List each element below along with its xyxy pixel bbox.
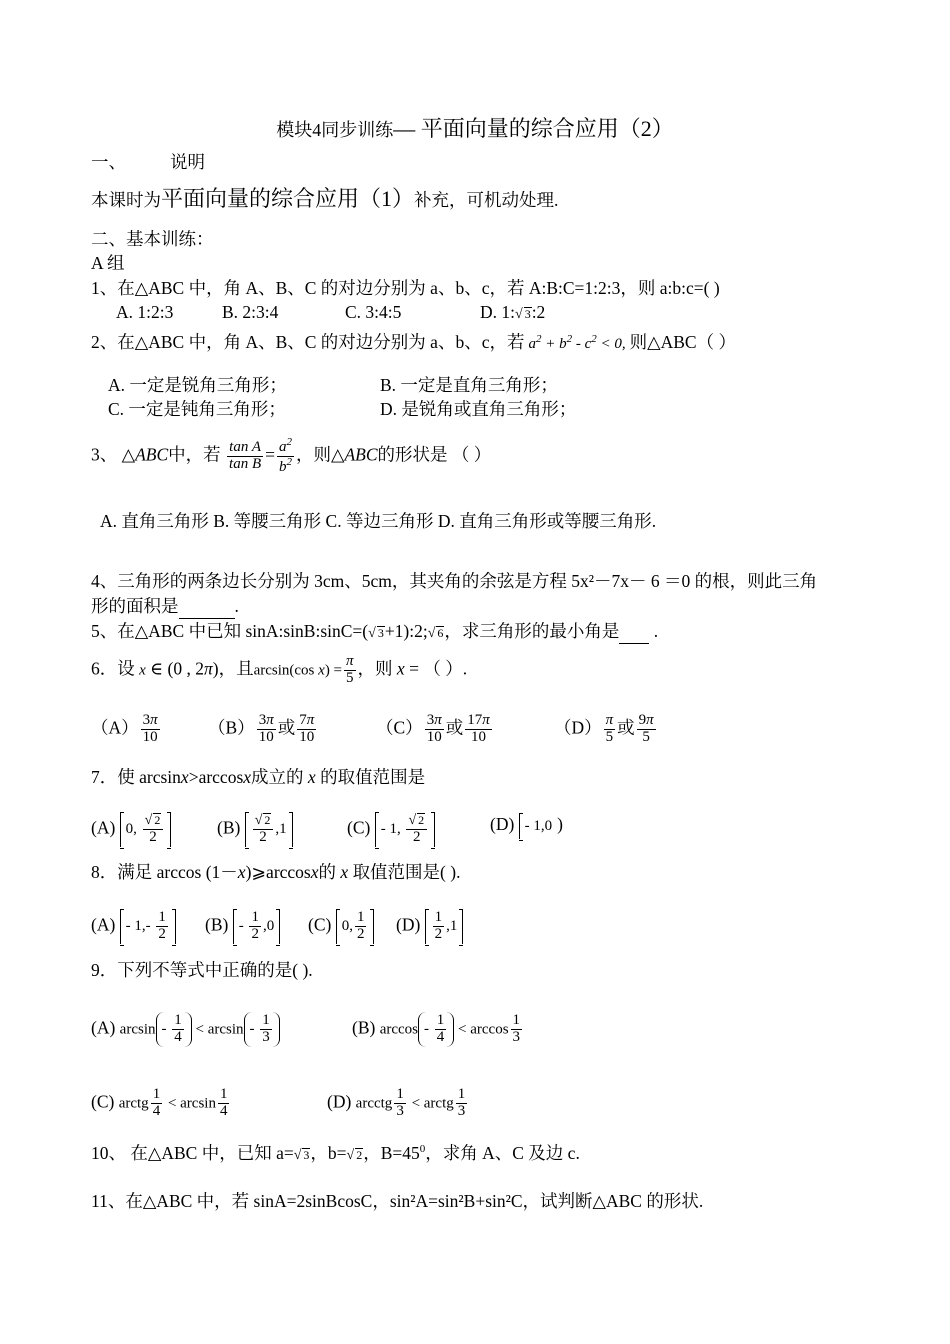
q3-tan-fraction: $\frac{\text{tan A}}{\text{tan B}}$ [229,439,262,472]
q2-text [91,327,736,356]
q7-b-label: (B) [217,817,241,838]
q6-c-label: （C） [376,717,423,738]
q1-option-d: D. 1:√ 3:2 [480,302,546,322]
q7-option-d: (D) - 1,0 ) [490,812,563,839]
q6-b-label: （B） [208,717,255,738]
q7-a-label: (A) [91,817,116,838]
q5-post: ，求三角形的最小角是 [444,621,620,641]
q3-mid: 中，若 [168,444,221,465]
q5-pre: 5、在△ABC 中已知 sinA:sinB:sinC=( [91,621,369,641]
intro-post: 补充，可机动处理. [414,190,559,210]
group-label: A 组 [91,253,125,273]
q7-mid: >arccos [188,767,244,787]
q6-option-c: （C） $\frac{3\pi}{10}$ 或 $\frac{17\pi}{10}$ [376,712,490,745]
section-1-label: 一、 [91,152,126,172]
q10-mid2: ，B=45 [363,1142,420,1163]
q8-a-label: (A) [91,914,116,935]
q2-option-b: B. 一定是直角三角形； [380,375,558,395]
q2-tail: 则△ABC（ ） [629,332,736,352]
q1-option-b: B. 2:3:4 [222,302,279,322]
q6-mid: ，且 [218,658,254,679]
q4-end: . [234,596,239,616]
q4-line2-text: 形的面积是 [91,596,179,616]
intro-big: 平面向量的综合应用（1） [161,186,415,211]
q1-text: 1、在△ABC 中，角 A、B、C 的对边分别为 a、b、c，若 A:B:C=1:2:3，则 a:b:c=( ) [91,278,720,298]
section-1-name: 说明 [170,152,205,172]
q6-post2: （ ）. [423,658,468,679]
q6-pre: 6．设 [91,658,135,679]
q5-end: . [649,621,659,641]
q6-d-or: 或 [617,717,635,738]
q10-mid1: ，b= [310,1142,347,1163]
q8-option-b: (B) - $\frac{1}{2}$ ,0 [205,909,280,944]
q5-text: 5、在△ABC 中已知 sinA:sinB:sinC=(√ 3+1):2;√ 6，求三角形的最小角是 . [91,619,658,646]
q2-inequality: $a^2 + b^2 - c^2 < 0$, [528,333,626,352]
q3-ab-fraction: $\frac{a^2}{b^2}$ [279,436,292,475]
q6-option-d: （D） $\frac{\pi}{5}$ 或 $\frac{9\pi}{5}$ [554,712,654,745]
q1-option-c: C. 3:4:5 [345,302,402,322]
q7-option-b: (B) $\frac{√ 2}{2}$ ,1 [217,812,293,847]
q8-option-a: (A) - 1,- $\frac{1}{2}$ [91,909,176,944]
q1-d-radicand: 3 [524,307,531,321]
q8-b-label: (B) [205,914,229,935]
q9-d-label: (D) [327,1091,352,1112]
q9-option-b: (B) arccos - $\frac{1}{4}$ < arccos $\frac{1}{3}$ [352,1012,521,1045]
intro-line [91,187,558,212]
q8-option-c: (C) 0, $\frac{1}{2}$ [308,909,374,944]
q1-d-pre: D. 1: [480,302,515,322]
q1-option-a: A. 1:2:3 [116,302,174,322]
q10-mid3: ，求角 A、C 及边 c. [425,1142,580,1163]
q5-mid: +1):2; [384,621,428,641]
q4-line2 [91,594,239,619]
q2-option-c: C. 一定是钝角三角形； [108,399,286,419]
q1-d-post: :2 [531,302,546,322]
q9-option-d: (D) arcctg $\frac{1}{3}$ < arctg $\frac{1}{3}$ [327,1086,466,1119]
q2-option-d: D. 是锐角或直角三角形； [380,399,577,419]
q10-pre: 10、 在△ABC 中，已知 a= [91,1142,294,1163]
q6-option-b: （B） $\frac{3\pi}{10}$ 或 $\frac{7\pi}{10}$ [208,712,315,745]
q4-line1: 4、三角形的两条边长分别为 3cm、5cm，其夹角的余弦是方程 5x²－7x－ 6 ＝0 的根，则此三角 [91,571,818,591]
q6-pi-fraction: $\frac{\pi}{5}$ [346,653,354,686]
q11-text: 11、在△ABC 中，若 sinA=2sinBcosC，sin²A=sin²B+sin²C，试判断△ABC 的形状. [91,1191,704,1211]
q8-option-d: (D) $\frac{1}{2}$ ,1 [396,909,463,944]
q6-a-label: （A） [91,717,139,738]
q9-c-label: (C) [91,1091,115,1112]
q3-abc-2: ABC [344,444,378,465]
q8-c-label: (C) [308,914,332,935]
q2-stem: 2、在△ABC 中，角 A、B、C 的对边分别为 a、b、c，若 [91,332,525,352]
q9-option-c: (C) arctg $\frac{1}{4}$ < arcsin $\frac{1}{4}$ [91,1086,228,1119]
q6-post: ，则 [357,658,393,679]
q10-text: 10、 在△ABC 中，已知 a=√ 3，b=√ 2，$B=45^0$，求角 A、C 及边 c. [91,1142,580,1163]
q6-text: 6．设 x ∈ (0 , 2π)，且arcsin(cos x) = $\frac{\pi}{5}$ ，则 x = （ ）. [91,653,468,686]
q3-abc: ABC [135,444,169,465]
q7-text: 7．使 arcsinx>arccosx成立的 x 的取值范围是 [91,767,426,787]
q7-option-c: (C) - 1, $\frac{√ 2}{2}$ [347,812,435,847]
q8-end: 取值范围是( ). [352,862,461,882]
q3-post: ，则△ [296,444,345,465]
q7-option-a: (A) 0, $\frac{√ 2}{2}$ [91,812,171,847]
q3-post2: 的形状是 （ ） [377,444,492,465]
q7-c-label: (C) [347,817,371,838]
section-2-heading: 二、基本训练： [91,229,214,249]
title-part1: 模块4同步训练 [276,120,394,140]
q5-answer-blank [619,619,649,644]
q4-answer-blank [179,594,235,619]
q9-a-label: (A) [91,1017,116,1038]
q8-d-label: (D) [396,914,421,935]
page-title [0,112,950,143]
q9-option-a: (A) arcsin - $\frac{1}{4}$ < arcsin - $\frac{1}{3}$ [91,1012,280,1047]
section-1-heading [91,150,205,174]
q3-pre: 3、 △ [91,444,136,465]
q8-text: 8．满足 arccos (1－x)⩾arccosx的 x 取值范围是( ). [91,862,461,882]
q3-text: 3、 △ABC中，若 $\frac{\text{tan A}}{\text{tan B}}$ = $\frac{a^2}{b^2}$ ，则△ABC的形状是 （ ） [91,436,492,475]
q7-d-label: (D) [490,814,515,834]
q3-options: A. 直角三角形 B. 等腰三角形 C. 等边三角形 D. 直角三角形或等腰三角形. [100,511,657,531]
q6-d-label: （D） [554,717,602,738]
q6-c-or: 或 [445,717,464,738]
q7-pre: 7．使 arcsin [91,767,181,787]
q8-mid: )⩾arccos [245,862,311,882]
q9-text: 9．下列不等式中正确的是( ). [91,960,313,980]
q7-post: 成立的 [251,767,304,787]
q9-b-label: (B) [352,1017,376,1038]
intro-pre: 本课时为 [91,190,161,210]
title-part2: — 平面向量的综合应用（2） [393,116,674,141]
q6-b-or: 或 [277,717,296,738]
q6-option-a: （A） $\frac{3\pi}{10}$ [91,712,158,745]
q7-end: 的取值范围是 [320,767,426,787]
q8-pre: 8．满足 arccos (1－ [91,862,238,882]
q8-post: 的 [318,862,337,882]
q2-option-a: A. 一定是锐角三角形； [108,375,287,395]
